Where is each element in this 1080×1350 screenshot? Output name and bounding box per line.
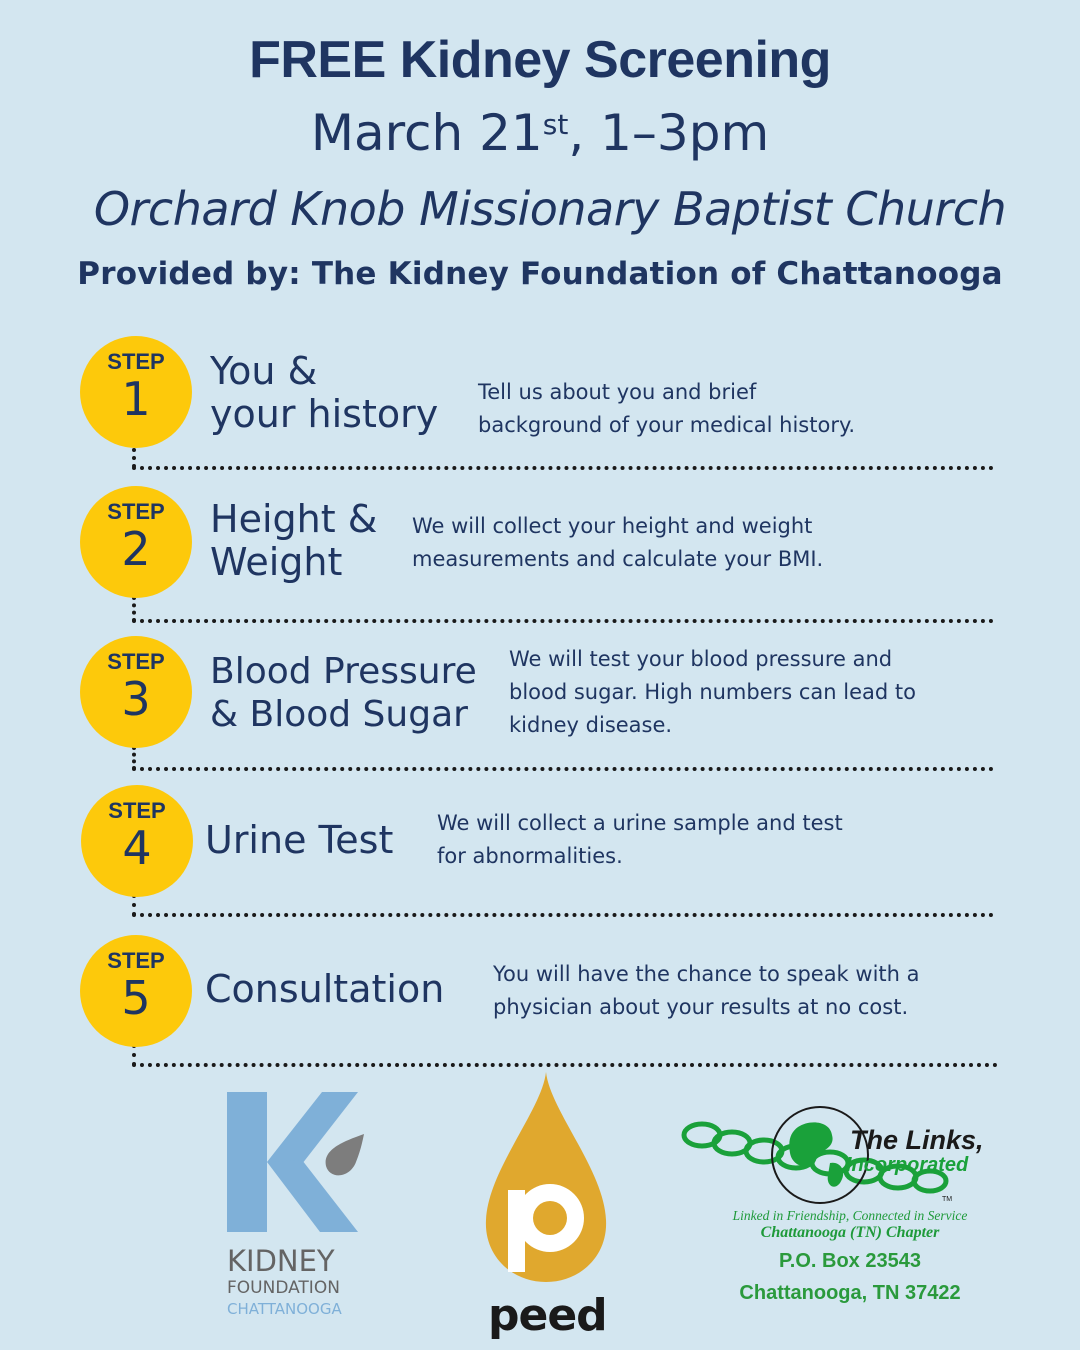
- timeline-connector: [132, 448, 136, 468]
- step-number: 5: [121, 971, 151, 1025]
- step-badge: [80, 935, 192, 1047]
- links-incorporated-logo: [680, 1105, 1020, 1320]
- step-number: 2: [121, 522, 151, 576]
- event-title: FREE Kidney Screening: [249, 31, 831, 89]
- step-label: STEP: [107, 649, 165, 674]
- links-logo-name: The Links, Incorporated: [846, 1125, 984, 1176]
- step-description: We will test your blood pressure and blood sugar. High numbers can lead to kidney disease.: [509, 647, 916, 737]
- step-divider: [132, 767, 994, 771]
- event-provider: Provided by: The Kidney Foundation of Chattanooga: [77, 256, 1003, 292]
- step-number: 1: [121, 372, 151, 426]
- links-address-line2: Chattanooga, TN 37422: [739, 1282, 961, 1304]
- step-title: Blood Pressure & Blood Sugar: [210, 651, 477, 735]
- links-chapter: Chattanooga (TN) Chapter: [760, 1224, 940, 1241]
- step-divider: [132, 913, 994, 917]
- step-description: You will have the chance to speak with a physician about your results at no cost.: [493, 962, 920, 1019]
- links-tm: TM: [942, 1196, 953, 1203]
- step-label: STEP: [107, 349, 165, 374]
- step-title: Consultation: [205, 967, 445, 1011]
- step-badge: [81, 785, 193, 897]
- links-tagline: Linked in Friendship, Connected in Service: [732, 1208, 968, 1223]
- step-title: Urine Test: [205, 818, 394, 862]
- step-badge: [80, 486, 192, 598]
- step-label: STEP: [107, 948, 165, 973]
- step-title: Height & Weight: [210, 497, 378, 584]
- step-divider: [132, 466, 994, 470]
- event-date: March 21st, 1–3pm: [310, 104, 770, 162]
- peed-logo: [484, 1070, 608, 1340]
- step-number: 4: [122, 821, 152, 875]
- step-number: 3: [121, 672, 151, 726]
- step-label: STEP: [107, 499, 165, 524]
- peed-logo-name: peed: [488, 1290, 607, 1341]
- step-label: STEP: [108, 798, 166, 823]
- step-divider: [132, 619, 994, 623]
- kidney-logo-line3: CHATTANOOGA: [227, 1300, 342, 1318]
- kidney-logo-line2: FOUNDATION: [227, 1278, 340, 1298]
- kidney-logo-line1: KIDNEY: [227, 1244, 335, 1278]
- peed-drop-icon: [484, 1070, 608, 1285]
- event-venue: Orchard Knob Missionary Baptist Church: [93, 182, 1007, 236]
- step-badge: [80, 336, 192, 448]
- kidney-foundation-logo: [222, 1090, 382, 1320]
- step-badge: [80, 636, 192, 748]
- links-address-line1: P.O. Box 23543: [779, 1250, 921, 1272]
- step-divider: [132, 1063, 998, 1067]
- step-description: Tell us about you and brief background of your medical history.: [478, 380, 856, 437]
- kidney-k-icon: [222, 1090, 382, 1240]
- step-title: You & your history: [210, 349, 439, 436]
- step-description: We will collect a urine sample and test for abnormalities.: [437, 811, 843, 868]
- step-description: We will collect your height and weight measurements and calculate your BMI.: [412, 514, 824, 571]
